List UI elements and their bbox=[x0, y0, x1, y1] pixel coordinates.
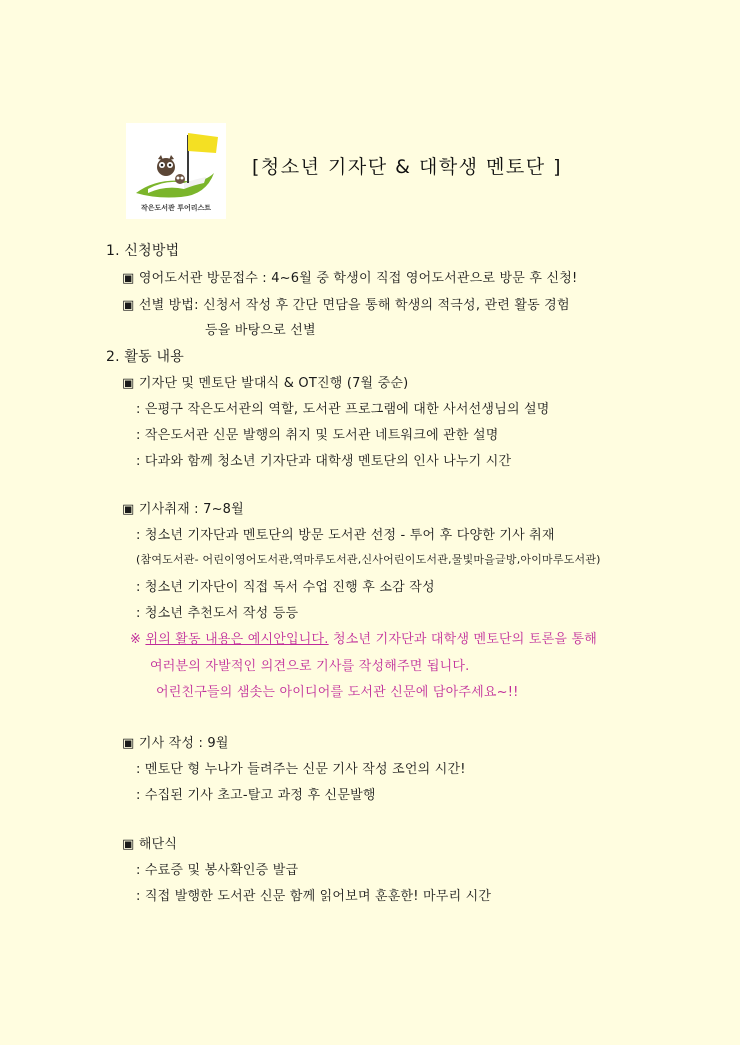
writing-title: ▣ 기사 작성 : 9월 bbox=[122, 736, 229, 751]
section1-bullet-2: ▣ 선별 방법: 신청서 작성 후 간단 면담을 통해 학생의 적극성, 관련 활동 경험 bbox=[122, 298, 570, 313]
note-line-1 bbox=[130, 628, 597, 647]
reporting-item-3: : 청소년 기자단이 직접 독서 수업 진행 후 소감 작성 bbox=[136, 580, 435, 595]
section1-bullet-2-cont: 등을 바탕으로 선별 bbox=[205, 323, 316, 338]
launch-item-1: : 은평구 작은도서관의 역할, 도서관 프로그램에 대한 사서선생님의 설명 bbox=[136, 402, 550, 417]
launch-title: ▣ 기자단 및 멘토단 발대식 & OT진행 (7월 중순) bbox=[122, 376, 409, 391]
page-title: [청소년 기자단 & 대학생 멘토단 ] bbox=[252, 156, 563, 178]
note-mark: ※ bbox=[130, 632, 142, 647]
closing-item-2: : 직접 발행한 도서관 신문 함께 읽어보며 훈훈한! 마무리 시간 bbox=[136, 889, 492, 904]
writing-item-1: : 멘토단 형 누나가 들려주는 신문 기사 작성 조언의 시간! bbox=[136, 762, 466, 777]
reporting-item-2: (참여도서관- 어린이영어도서관,역마루도서관,신사어린이도서관,물빛마을글방,아이마루도서관) bbox=[136, 553, 601, 566]
launch-item-2: : 작은도서관 신문 발행의 취지 및 도서관 네트워크에 관한 설명 bbox=[136, 428, 499, 443]
note-line-2: 여러분의 자발적인 의견으로 기사를 작성해주면 됩니다. bbox=[150, 659, 470, 674]
closing-title: ▣ 해단식 bbox=[122, 837, 178, 852]
writing-item-2: : 수집된 기사 초고-탈고 과정 후 신문발행 bbox=[136, 788, 376, 803]
launch-item-3: : 다과와 함께 청소년 기자단과 대학생 멘토단의 인사 나누기 시간 bbox=[136, 454, 512, 469]
closing-item-1: : 수료증 및 봉사확인증 발급 bbox=[136, 863, 299, 878]
reporting-item-1: : 청소년 기자단과 멘토단의 방문 도서관 선정 - 투어 후 다양한 기사 취재 bbox=[136, 528, 555, 543]
library-logo bbox=[126, 123, 226, 219]
reporting-item-4: : 청소년 추천도서 작성 등등 bbox=[136, 606, 299, 621]
note-rest: 청소년 기자단과 대학생 멘토단의 토론을 통해 bbox=[328, 632, 598, 647]
book-flag-icon bbox=[126, 123, 226, 203]
note-line-3: 어린친구들의 샘솟는 아이디어를 도서관 신문에 담아주세요~!! bbox=[156, 685, 519, 700]
logo-caption: 작은도서관 투어리스트 bbox=[140, 204, 212, 212]
note-underlined: 위의 활동 내용은 예시안입니다. bbox=[145, 632, 329, 647]
section1-heading: 1. 신청방법 bbox=[106, 243, 180, 259]
reporting-title: ▣ 기사취재 : 7~8월 bbox=[122, 502, 244, 517]
section2-heading: 2. 활동 내용 bbox=[106, 349, 184, 365]
section1-bullet-1: ▣ 영어도서관 방문접수 : 4~6월 중 학생이 직접 영어도서관으로 방문 후 신청! bbox=[122, 271, 578, 286]
